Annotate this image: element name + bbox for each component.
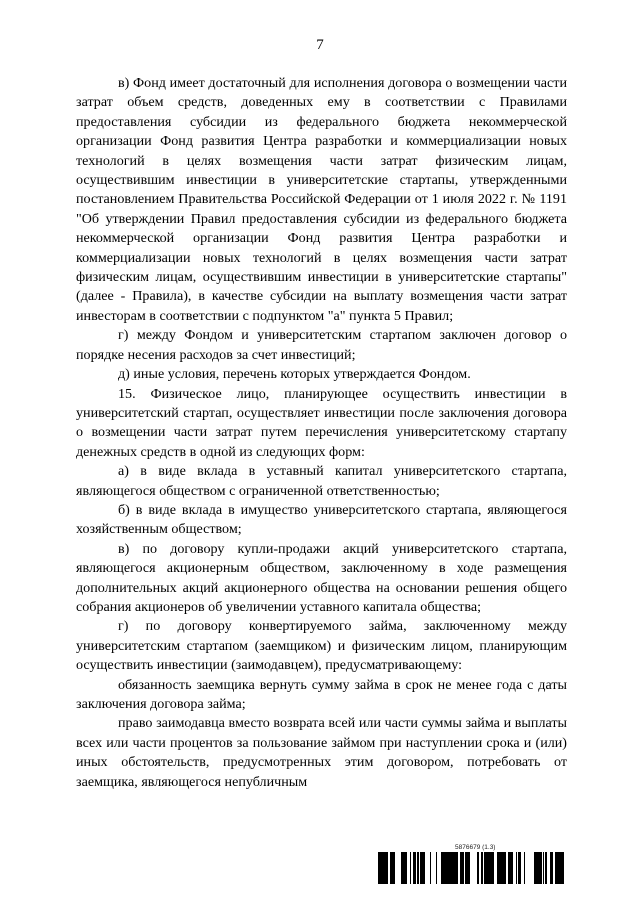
paragraph-clause-v: в) Фонд имеет достаточный для исполнения договора о возмещении части затрат объем средств, доведенных ему в соответствии с Правилами предоставления субсидии из федерального бюджета некоммерческой организации Фонд развития Центра разработки и коммерциализации новых технологий в целях возмещения части затрат физическим лицам, осуществившим инвестиции в университетские стартапы, утвержденными постановлением Правительства Российской Федерации от 1 июля 2022 г. № 1191 "Об утверждении Правил предоставления субсидии из федерального бюджета некоммерческой организации Фонд развития Центра разработки и коммерциализации новых технологий в целях возмещения части затрат физическим лицам, осуществившим инвестиции в университетские стартапы" (далее - Правила), в качестве субсидии на выплату возмещения части затрат инвесторам в соответствии с подпунктом "а" пункта 5 Правил;	[76, 75, 567, 324]
paragraph-form-a: а) в виде вклада в уставный капитал университетского стартапа, являющегося обществом с ограниченной ответственностью;	[76, 463, 567, 499]
page-number: 7	[316, 37, 324, 53]
document-body	[76, 74, 567, 792]
document-stamp: 5876679 (1.3)	[455, 844, 496, 851]
paragraph-clause-d: д) иные условия, перечень которых утверждается Фондом.	[118, 366, 471, 383]
paragraph-clause-g: г) между Фондом и университетским стартапом заключен договор о порядке несения расходов за счет инвестиций;	[76, 327, 567, 363]
paragraph-borrower-obligation: обязанность заемщика вернуть сумму займа в срок не менее года с даты заключения договора займа;	[76, 676, 567, 712]
paragraph-form-b: б) в виде вклада в имущество университетского стартапа, являющегося хозяйственным обществом;	[76, 501, 567, 538]
paragraph-form-v: в) по договору купли-продажи акций университетского стартапа, являющегося акционерным обществом, заключенному в ходе размещения дополнительных акций акционерного общества на основании решения общего собрания акционеров об увеличении уставного капитала общества;	[76, 540, 567, 615]
paragraph-form-g: г) по договору конвертируемого займа, заключенному между университетским стартапом (заемщиком) и физическим лицом, планирующим осуществить инвестиции (заимодавцем), предусматривающему:	[76, 618, 567, 674]
barcode-image	[378, 852, 568, 884]
paragraph-lender-right: право заимодавца вместо возврата всей или части суммы займа и выплаты всех или части процентов за пользование займом при наступлении срока и (или) иных обстоятельств, предусмотренных этим договором, потребовать от заемщика, являющегося непубличным	[76, 715, 567, 790]
paragraph-item-15: 15. Физическое лицо, планирующее осуществить инвестиции в университетский стартап, осуществляет инвестиции после заключения договора о возмещении части затрат путем перечисления университетскому стартапу денежных средств в одной из следующих форм:	[76, 385, 567, 460]
